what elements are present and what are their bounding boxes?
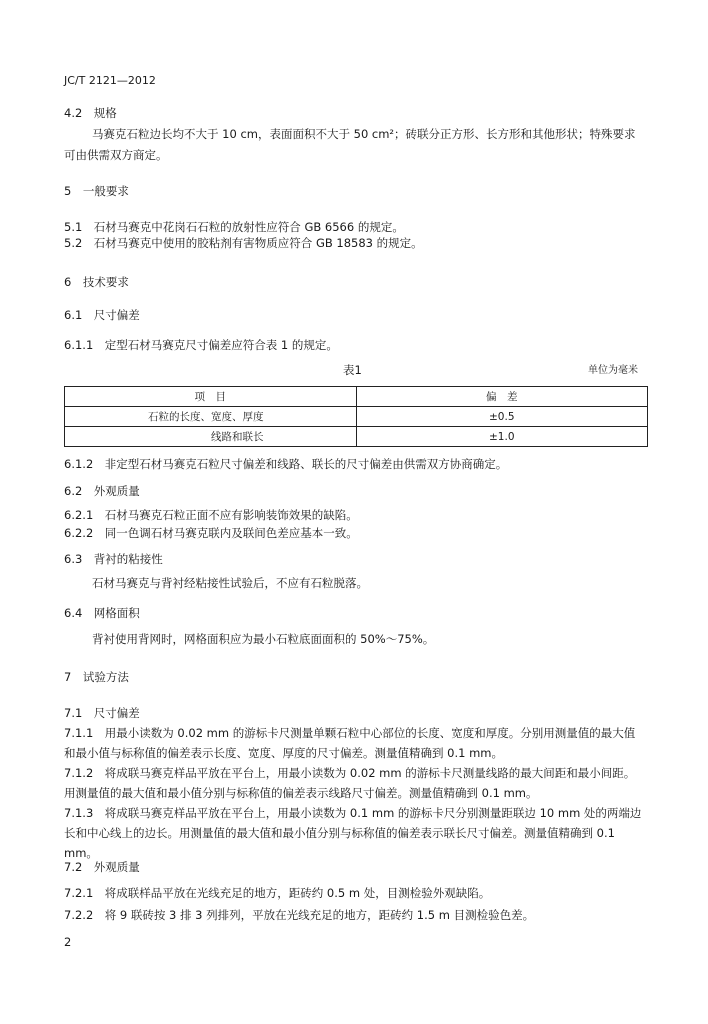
section-number: 7.2 [64,860,83,874]
clause-5-1 [64,220,404,234]
clause-6-1-2 [64,457,507,471]
clause-number: 7.1.2 [64,766,94,780]
table-row [65,427,648,447]
section-title: 外观质量 [93,484,140,498]
section-title: 尺寸偏差 [93,706,140,720]
clause-number: 7.2.1 [64,886,94,900]
clause-text: 定型石材马赛克尺寸偏差应符合表 1 的规定。 [104,338,338,352]
section-5-heading [64,184,129,198]
section-number: 4.2 [64,106,83,120]
section-7-heading [64,670,129,684]
section-4-2-body: 马赛克石粒边长均不大于 10 cm，表面面积不大于 50 cm²；砖联分正方形、长方形和其他形状；特殊要求可由供需双方商定。 [64,127,636,162]
clause-number: 5.1 [64,220,83,234]
section-number: 6.4 [64,606,83,620]
section-number: 6.2 [64,484,83,498]
clause-text: 将成联样品平放在光线充足的地方，距砖约 0.5 m 处，目测检验外观缺陷。 [104,886,491,900]
clause-7-2-2 [64,908,534,922]
clause-text: 用最小读数为 0.02 mm 的游标卡尺测量单颗石粒中心部位的长度、宽度和厚度。分别用测量值的最大值和最小值与标称值的偏差表示长度、宽度、厚度的尺寸偏差。测量值精确到 0.1 mm。 [64,726,636,760]
clause-7-1-2 [64,763,644,803]
section-7-1-heading [64,706,140,720]
table-unit: 单位为毫米 [588,365,638,376]
clause-text: 将成联马赛克样品平放在平台上，用最小读数为 0.1 mm 的游标卡尺分别测量距联边 10 mm 处的两端边长和中心线上的边长。用测量值的最大值和最小值分别与标称值的偏差表示联长尺寸偏差。测量值精确到 0.1 mm。 [64,806,642,860]
section-title: 网格面积 [93,606,140,620]
clause-number: 5.2 [64,236,83,250]
section-title: 外观质量 [93,860,140,874]
clause-7-1-3 [64,803,644,863]
clause-number: 6.2.2 [64,526,94,540]
clause-text: 石材马赛克中使用的胶粘剂有害物质应符合 GB 18583 的规定。 [93,236,423,250]
clause-number: 7.1.1 [64,726,94,740]
clause-number: 6.1.2 [64,457,94,471]
spec-table [64,386,648,447]
clause-text: 将 9 联砖按 3 排 3 列排列，平放在光线充足的地方，距砖约 1.5 m 目测检验色差。 [104,908,535,922]
section-6-3-body: 石材马赛克与背衬经粘接性试验后，不应有石粒脱落。 [92,576,368,590]
section-number: 6 [64,275,72,289]
page-number: 2 [64,935,72,949]
clause-7-2-1 [64,886,490,900]
table-caption: 表1 [343,363,362,377]
clause-text: 石材马赛克中花岗石石粒的放射性应符合 GB 6566 的规定。 [93,220,404,234]
section-title: 技术要求 [82,275,129,289]
standard-header: JC/T 2121—2012 [64,74,156,87]
section-number: 7.1 [64,706,83,720]
clause-number: 6.2.1 [64,508,94,522]
section-number: 7 [64,670,72,684]
clause-number: 7.2.2 [64,908,94,922]
section-6-3-heading [64,552,163,566]
clause-text: 将成联马赛克样品平放在平台上，用最小读数为 0.02 mm 的游标卡尺测量线路的最大间距和最小间距。用测量值的最大值和最小值分别与标称值的偏差表示线路尺寸偏差。测量值精确到 0.1 mm。 [64,766,636,800]
clause-6-1-1 [64,338,338,352]
section-title: 尺寸偏差 [93,308,140,322]
section-6-4-body: 背衬使用背网时，网格面积应为最小石粒底面面积的 50%～75%。 [92,632,435,646]
section-4-2-heading [64,106,117,120]
section-title: 规格 [93,106,117,120]
table-header-cell: 项 目 [65,387,357,407]
section-title: 背衬的粘接性 [93,552,163,566]
clause-number: 7.1.3 [64,806,94,820]
section-number: 5 [64,184,72,198]
section-6-1-heading [64,308,140,322]
section-number: 6.3 [64,552,83,566]
table-cell: 线路和联长 [65,427,357,447]
clause-number: 6.1.1 [64,338,94,352]
clause-6-2-1 [64,508,358,522]
section-7-2-heading [64,860,140,874]
table-row [65,407,648,427]
table-cell: ±1.0 [356,427,648,447]
section-6-4-heading [64,606,140,620]
clause-7-1-1 [64,723,644,763]
clause-5-2 [64,236,423,250]
clause-6-2-2 [64,526,358,540]
table-header-row [65,387,648,407]
clause-text: 石材马赛克石粒正面不应有影响装饰效果的缺陷。 [104,508,358,522]
table-cell: 石粒的长度、宽度、厚度 [65,407,357,427]
section-6-heading [64,275,129,289]
section-number: 6.1 [64,308,83,322]
section-title: 一般要求 [82,184,129,198]
table-header-cell: 偏 差 [356,387,648,407]
section-title: 试验方法 [82,670,129,684]
clause-text: 同一色调石材马赛克联内及联间色差应基本一致。 [104,526,358,540]
section-6-2-heading [64,484,140,498]
table-cell: ±0.5 [356,407,648,427]
clause-text: 非定型石材马赛克石粒尺寸偏差和线路、联长的尺寸偏差由供需双方协商确定。 [104,457,508,471]
